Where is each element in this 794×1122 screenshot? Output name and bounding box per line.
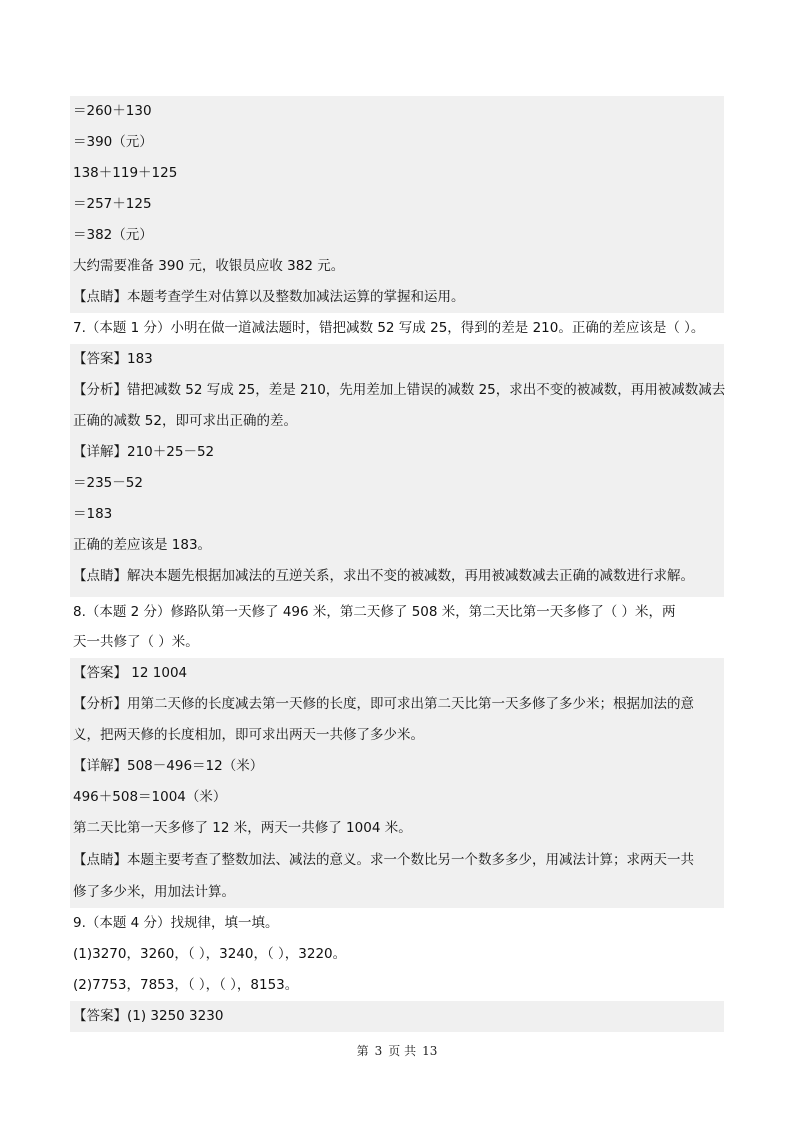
text-line: 大约需要准备 390 元，收银员应收 382 元。 [73,258,345,274]
comment-line: 【点睛】本题考查学生对估算以及整数加减法运算的掌握和运用。 [73,289,465,305]
text-line: ＝260＋130 [73,103,152,119]
footer-label-pre: 第 [356,1044,369,1058]
text-line: 第二天比第一天多修了 12 米，两天一共修了 1004 米。 [73,820,412,836]
comment-line: 【点睛】本题主要考查了整数加法、减法的意义。求一个数比另一个数多多少，用减法计算；求两天一共 [73,852,694,868]
total-pages: 13 [422,1044,438,1058]
analysis-line: 义，把两天修的长度相加，即可求出两天一共修了多少米。 [73,727,424,743]
question-9-part2: (2)7753，7853，（ ），（ ），8153。 [73,977,299,993]
analysis-line: 【分析】错把减数 52 写成 25，差是 210，先用差加上错误的减数 25，求出不变的被减数，再用被减数减去 [73,382,726,398]
text-line: 496＋508＝1004（米） [73,789,227,805]
question-9: 9.（本题 4 分）找规律，填一填。 [73,915,279,931]
text-line: ＝183 [73,506,113,522]
detail-line: 【详解】508－496＝12（米） [73,758,264,774]
question-8: 8.（本题 2 分）修路队第一天修了 496 米，第二天修了 508 米，第二天比第一天多修了（ ）米，两 [73,604,676,620]
analysis-line: 正确的减数 52，即可求出正确的差。 [73,413,297,429]
text-line: 138＋119＋125 [73,165,178,181]
text-line: ＝390（元） [73,134,153,150]
comment-line: 修了多少米，用加法计算。 [73,884,235,900]
answer-line: 【答案】(1) 3250 3230 [73,1008,224,1024]
footer-label-mid: 页 共 [388,1044,417,1058]
text-line: ＝382（元） [73,227,153,243]
question-9-part1: (1)3270，3260，（ ），3240，（ ），3220。 [73,946,347,962]
detail-line: 【详解】210＋25－52 [73,444,215,460]
question-7: 7.（本题 1 分）小明在做一道减法题时，错把减数 52 写成 25，得到的差是 210。正确的差应该是（ ）。 [73,320,705,336]
text-line: ＝235－52 [73,475,143,491]
answer-line: 【答案】183 [73,351,153,367]
answer-line: 【答案】 12 1004 [73,665,188,681]
page-footer [0,1042,794,1059]
analysis-line: 【分析】用第二天修的长度减去第一天修的长度，即可求出第二天比第一天多修了多少米；根据加法的意 [73,696,694,712]
page-number: 3 [374,1044,383,1058]
text-line: 正确的差应该是 183。 [73,537,212,553]
comment-line: 【点睛】解决本题先根据加减法的互逆关系，求出不变的被减数，再用被减数减去正确的减数进行求解。 [73,568,694,584]
question-8-cont: 天一共修了（ ）米。 [73,634,199,650]
text-line: ＝257＋125 [73,196,152,212]
